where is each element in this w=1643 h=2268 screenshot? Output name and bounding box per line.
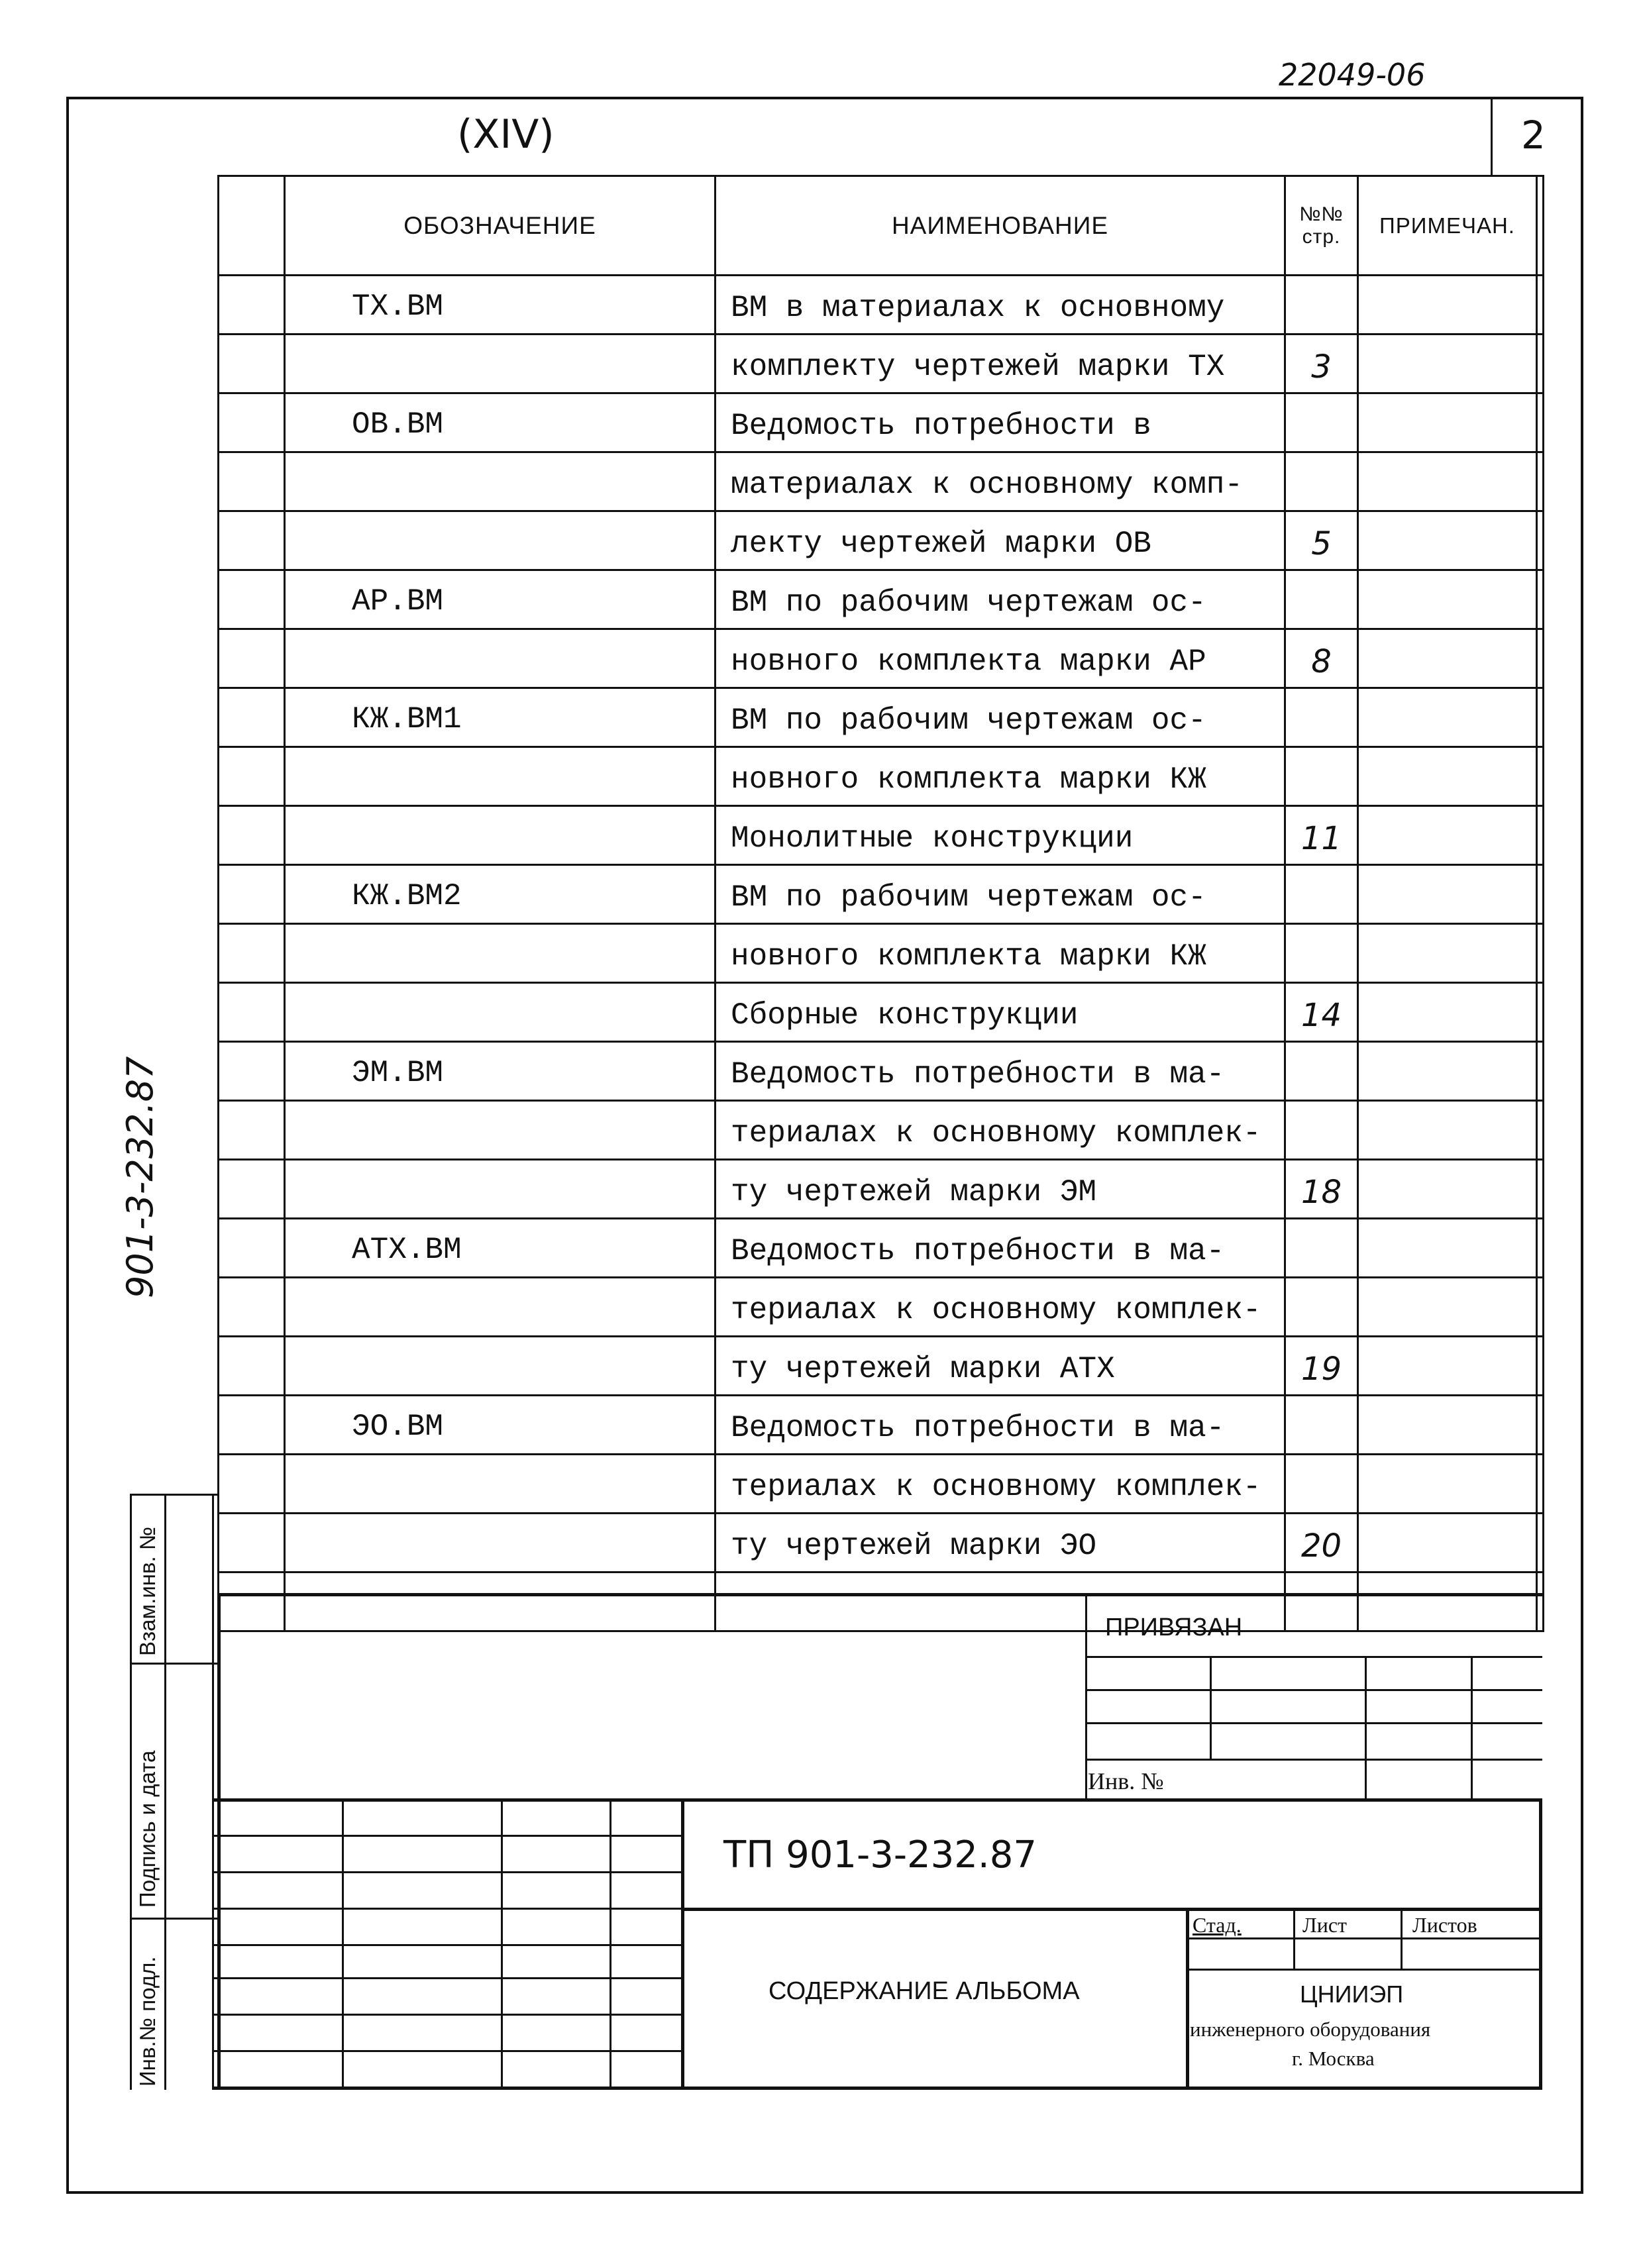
blank-cell bbox=[219, 806, 285, 865]
designation-cell bbox=[285, 629, 716, 688]
blank-cell bbox=[219, 570, 285, 629]
name-cell: ту чертежей марки АТХ bbox=[716, 1337, 1285, 1396]
name-cell: лекту чертежей марки ОВ bbox=[716, 511, 1285, 570]
designation-cell bbox=[285, 806, 716, 865]
designation-cell bbox=[285, 1101, 716, 1160]
blank-cell bbox=[219, 393, 285, 452]
blank-cell-right bbox=[1537, 335, 1544, 393]
table-row bbox=[219, 1042, 1544, 1101]
blank-cell-right bbox=[1537, 688, 1544, 747]
blank-cell-right bbox=[1537, 1396, 1544, 1455]
table-row bbox=[219, 1396, 1544, 1455]
notes-cell bbox=[1358, 276, 1537, 335]
page-cell bbox=[1285, 688, 1358, 747]
page-cell: 18 bbox=[1285, 1160, 1358, 1219]
page-cell bbox=[1285, 393, 1358, 452]
blank-cell-right bbox=[1537, 865, 1544, 924]
page-cell bbox=[1285, 1455, 1358, 1514]
designation-cell bbox=[285, 983, 716, 1042]
table-row bbox=[219, 393, 1544, 452]
table-row bbox=[219, 1572, 1544, 1631]
page-cell bbox=[1285, 747, 1358, 806]
page-cell bbox=[1285, 924, 1358, 983]
designation-cell bbox=[285, 335, 716, 393]
designation-cell: ОВ.ВМ bbox=[285, 393, 716, 452]
notes-cell bbox=[1358, 1337, 1537, 1396]
blank-cell-right bbox=[1537, 452, 1544, 511]
designation-cell bbox=[285, 747, 716, 806]
blank-cell bbox=[219, 924, 285, 983]
stage-row2 bbox=[1186, 1969, 1542, 1971]
name-cell: ту чертежей марки ЭМ bbox=[716, 1160, 1285, 1219]
section-roman: (XIV) bbox=[457, 111, 555, 158]
stamp-right bbox=[1539, 1798, 1542, 2090]
name-cell: новного комплекта марки КЖ bbox=[716, 924, 1285, 983]
designation-cell: АР.ВМ bbox=[285, 570, 716, 629]
blank-cell bbox=[219, 1160, 285, 1219]
table-row bbox=[219, 452, 1544, 511]
blank-cell bbox=[219, 511, 285, 570]
org-subtitle: инженерного оборудования bbox=[1190, 2018, 1431, 2041]
designation-cell bbox=[285, 1278, 716, 1337]
blank-cell-right bbox=[1537, 1160, 1544, 1219]
side-strip-div1 bbox=[130, 1663, 217, 1665]
name-cell: териалах к основному комплек- bbox=[716, 1455, 1285, 1514]
name-cell: териалах к основному комплек- bbox=[716, 1278, 1285, 1337]
designation-cell: ЭО.ВМ bbox=[285, 1396, 716, 1455]
notes-cell bbox=[1358, 1219, 1537, 1278]
name-cell: териалах к основному комплек- bbox=[716, 1101, 1285, 1160]
side-strip-right bbox=[164, 1494, 166, 2090]
blank-cell-right bbox=[1537, 1219, 1544, 1278]
page-cell bbox=[1285, 570, 1358, 629]
table-row bbox=[219, 983, 1544, 1042]
org-name: ЦНИИЭП bbox=[1300, 1981, 1404, 2008]
privyazan-left bbox=[1085, 1593, 1087, 1798]
blank-cell-right bbox=[1537, 393, 1544, 452]
notes-cell bbox=[1358, 1572, 1537, 1631]
page-cell: 20 bbox=[1285, 1514, 1358, 1572]
blank-cell bbox=[219, 1042, 285, 1101]
privyazan-col2 bbox=[1365, 1656, 1367, 1798]
side-strip-top bbox=[130, 1494, 217, 1496]
notes-cell bbox=[1358, 747, 1537, 806]
column-header-page: №№ стр. bbox=[1285, 176, 1358, 276]
name-cell: Ведомость потребности в ма- bbox=[716, 1042, 1285, 1101]
blank-cell-right bbox=[1537, 1278, 1544, 1337]
privyazan-label: ПРИВЯЗАН bbox=[1105, 1614, 1243, 1641]
page-cell bbox=[1285, 452, 1358, 511]
blank-cell bbox=[219, 747, 285, 806]
sheet-number: 2 bbox=[1521, 113, 1546, 158]
name-cell: Ведомость потребности в ма- bbox=[716, 1396, 1285, 1455]
page-cell bbox=[1285, 1572, 1358, 1631]
table-row bbox=[219, 1337, 1544, 1396]
notes-cell bbox=[1358, 1455, 1537, 1514]
notes-cell bbox=[1358, 393, 1537, 452]
blank-cell-right bbox=[1537, 1572, 1544, 1631]
side-strip-div2 bbox=[130, 1918, 217, 1920]
name-cell: Ведомость потребности в bbox=[716, 393, 1285, 452]
stamp-document-code: ТП 901-3-232.87 bbox=[723, 1833, 1037, 1877]
stage-label: Стад. bbox=[1192, 1913, 1242, 1937]
sig-row1 bbox=[212, 1835, 681, 1837]
blank-cell bbox=[219, 629, 285, 688]
notes-cell bbox=[1358, 511, 1537, 570]
page-cell: 5 bbox=[1285, 511, 1358, 570]
sig-row4 bbox=[212, 1944, 681, 1946]
privyazan-row4 bbox=[1085, 1759, 1542, 1761]
blank-header bbox=[219, 176, 285, 276]
blank-cell bbox=[219, 1101, 285, 1160]
table-row bbox=[219, 276, 1544, 335]
privyazan-row1 bbox=[1085, 1656, 1542, 1658]
blank-cell-right bbox=[1537, 924, 1544, 983]
privyazan-row2 bbox=[1085, 1689, 1542, 1691]
blank-cell-right bbox=[1537, 747, 1544, 806]
page-cell: 3 bbox=[1285, 335, 1358, 393]
table-row bbox=[219, 747, 1544, 806]
blank-cell-right bbox=[1537, 570, 1544, 629]
sig-row5 bbox=[212, 1977, 681, 1979]
sig-row6 bbox=[212, 2014, 681, 2016]
name-cell: комплекту чертежей марки ТХ bbox=[716, 335, 1285, 393]
stage-row1 bbox=[1186, 1937, 1542, 1939]
sheet-label: Лист bbox=[1302, 1913, 1348, 1937]
designation-cell bbox=[285, 1455, 716, 1514]
sheets-label: Листов bbox=[1412, 1913, 1477, 1937]
name-cell: ВМ по рабочим чертежам ос- bbox=[716, 688, 1285, 747]
blank-cell-right bbox=[1537, 276, 1544, 335]
sig-row3 bbox=[212, 1908, 681, 1910]
blank-cell bbox=[219, 1572, 285, 1631]
table-row bbox=[219, 335, 1544, 393]
notes-cell bbox=[1358, 1396, 1537, 1455]
name-cell: Ведомость потребности в ма- bbox=[716, 1219, 1285, 1278]
notes-cell bbox=[1358, 1160, 1537, 1219]
table-row bbox=[219, 924, 1544, 983]
designation-cell: КЖ.ВМ1 bbox=[285, 688, 716, 747]
designation-cell bbox=[285, 511, 716, 570]
stamp-top-line bbox=[217, 1593, 1542, 1596]
table-row bbox=[219, 1219, 1544, 1278]
notes-cell bbox=[1358, 629, 1537, 688]
stamp-bottom bbox=[212, 2087, 1542, 2090]
page-cell: 8 bbox=[1285, 629, 1358, 688]
stamp-mid-line bbox=[681, 1908, 1542, 1911]
notes-cell bbox=[1358, 1514, 1537, 1572]
page-cell bbox=[1285, 276, 1358, 335]
stamp-title: СОДЕРЖАНИЕ АЛЬБОМА bbox=[768, 1977, 1080, 2005]
table-row bbox=[219, 1160, 1544, 1219]
sig-row7 bbox=[212, 2050, 681, 2052]
table-row bbox=[219, 1514, 1544, 1572]
org-left bbox=[1186, 1908, 1189, 2087]
designation-cell bbox=[285, 1572, 716, 1631]
stage-col1 bbox=[1293, 1908, 1295, 1969]
column-header-designation: ОБОЗНАЧЕНИЕ bbox=[285, 176, 716, 276]
table-row bbox=[219, 1101, 1544, 1160]
designation-cell bbox=[285, 924, 716, 983]
name-cell: Монолитные конструкции bbox=[716, 806, 1285, 865]
archive-number: 22049-06 bbox=[1279, 57, 1426, 93]
notes-cell bbox=[1358, 570, 1537, 629]
name-cell: Сборные конструкции bbox=[716, 983, 1285, 1042]
notes-cell bbox=[1358, 806, 1537, 865]
blank-cell-right bbox=[1537, 806, 1544, 865]
table-row bbox=[219, 629, 1544, 688]
privyazan-col3 bbox=[1471, 1656, 1473, 1798]
label-podpis-data: Подпись и дата bbox=[135, 1750, 160, 1908]
blank-cell-right bbox=[1537, 511, 1544, 570]
page-cell: 19 bbox=[1285, 1337, 1358, 1396]
name-cell: ВМ в материалах к основному bbox=[716, 276, 1285, 335]
designation-cell bbox=[285, 452, 716, 511]
page-cell bbox=[1285, 1396, 1358, 1455]
inv-no-label: Инв. № bbox=[1088, 1768, 1164, 1794]
page-cell bbox=[1285, 865, 1358, 924]
blank-header-right bbox=[1537, 176, 1544, 276]
designation-cell: АТХ.ВМ bbox=[285, 1219, 716, 1278]
blank-cell bbox=[219, 865, 285, 924]
table-row bbox=[219, 688, 1544, 747]
name-cell: ту чертежей марки ЭО bbox=[716, 1514, 1285, 1572]
stamp-outer-left bbox=[212, 1494, 214, 2090]
designation-cell bbox=[285, 1514, 716, 1572]
page-cell: 14 bbox=[1285, 983, 1358, 1042]
name-cell: материалах к основному комп- bbox=[716, 452, 1285, 511]
table-row bbox=[219, 865, 1544, 924]
designation-cell bbox=[285, 1160, 716, 1219]
blank-cell bbox=[219, 276, 285, 335]
blank-cell bbox=[219, 688, 285, 747]
notes-cell bbox=[1358, 1042, 1537, 1101]
name-cell: новного комплекта марки АР bbox=[716, 629, 1285, 688]
privyazan-col1 bbox=[1210, 1656, 1212, 1759]
designation-cell: ТХ.ВМ bbox=[285, 276, 716, 335]
blank-cell bbox=[219, 1278, 285, 1337]
notes-cell bbox=[1358, 1278, 1537, 1337]
designation-cell: ЭМ.ВМ bbox=[285, 1042, 716, 1101]
label-vzam-inv: Взам.инв. № bbox=[135, 1526, 160, 1656]
name-cell: новного комплекта марки КЖ bbox=[716, 747, 1285, 806]
notes-cell bbox=[1358, 983, 1537, 1042]
blank-cell bbox=[219, 1219, 285, 1278]
blank-cell bbox=[219, 1455, 285, 1514]
stage-col2 bbox=[1401, 1908, 1403, 1969]
table-row bbox=[219, 1278, 1544, 1337]
page-cell bbox=[1285, 1219, 1358, 1278]
blank-cell bbox=[219, 1396, 285, 1455]
sig-row2 bbox=[212, 1871, 681, 1873]
table-row bbox=[219, 570, 1544, 629]
page-cell bbox=[1285, 1101, 1358, 1160]
blank-cell bbox=[219, 983, 285, 1042]
notes-cell bbox=[1358, 335, 1537, 393]
blank-cell bbox=[219, 1514, 285, 1572]
page-cell bbox=[1285, 1278, 1358, 1337]
designation-cell: КЖ.ВМ2 bbox=[285, 865, 716, 924]
stamp-main-top bbox=[212, 1798, 1542, 1802]
table-row bbox=[219, 511, 1544, 570]
privyazan-row3 bbox=[1085, 1722, 1542, 1724]
stamp-name-left bbox=[681, 1798, 684, 2090]
page-cell: 11 bbox=[1285, 806, 1358, 865]
org-city: г. Москва bbox=[1292, 2047, 1375, 2070]
side-document-code: 901-3-232.87 bbox=[119, 1056, 161, 1298]
notes-cell bbox=[1358, 1101, 1537, 1160]
blank-cell-right bbox=[1537, 1455, 1544, 1514]
table-row bbox=[219, 1455, 1544, 1514]
notes-cell bbox=[1358, 452, 1537, 511]
sheet-number-divider bbox=[1491, 97, 1493, 175]
column-header-name: НАИМЕНОВАНИЕ bbox=[716, 176, 1285, 276]
notes-cell bbox=[1358, 865, 1537, 924]
name-cell: ВМ по рабочим чертежам ос- bbox=[716, 570, 1285, 629]
table-header-row bbox=[219, 176, 1544, 276]
blank-cell-right bbox=[1537, 1101, 1544, 1160]
notes-cell bbox=[1358, 924, 1537, 983]
blank-cell-right bbox=[1537, 629, 1544, 688]
blank-cell-right bbox=[1537, 1514, 1544, 1572]
blank-cell-right bbox=[1537, 1337, 1544, 1396]
column-header-notes: ПРИМЕЧАН. bbox=[1358, 176, 1537, 276]
side-strip-left bbox=[130, 1494, 132, 2090]
name-cell: ВМ по рабочим чертежам ос- bbox=[716, 865, 1285, 924]
blank-cell-right bbox=[1537, 983, 1544, 1042]
blank-cell-right bbox=[1537, 1042, 1544, 1101]
designation-cell bbox=[285, 1337, 716, 1396]
blank-cell bbox=[219, 335, 285, 393]
contents-table bbox=[217, 175, 1544, 1632]
blank-cell bbox=[219, 452, 285, 511]
blank-cell bbox=[219, 1337, 285, 1396]
table-row bbox=[219, 806, 1544, 865]
label-inv-podl: Инв.№ подл. bbox=[135, 1956, 160, 2087]
notes-cell bbox=[1358, 688, 1537, 747]
page-cell bbox=[1285, 1042, 1358, 1101]
